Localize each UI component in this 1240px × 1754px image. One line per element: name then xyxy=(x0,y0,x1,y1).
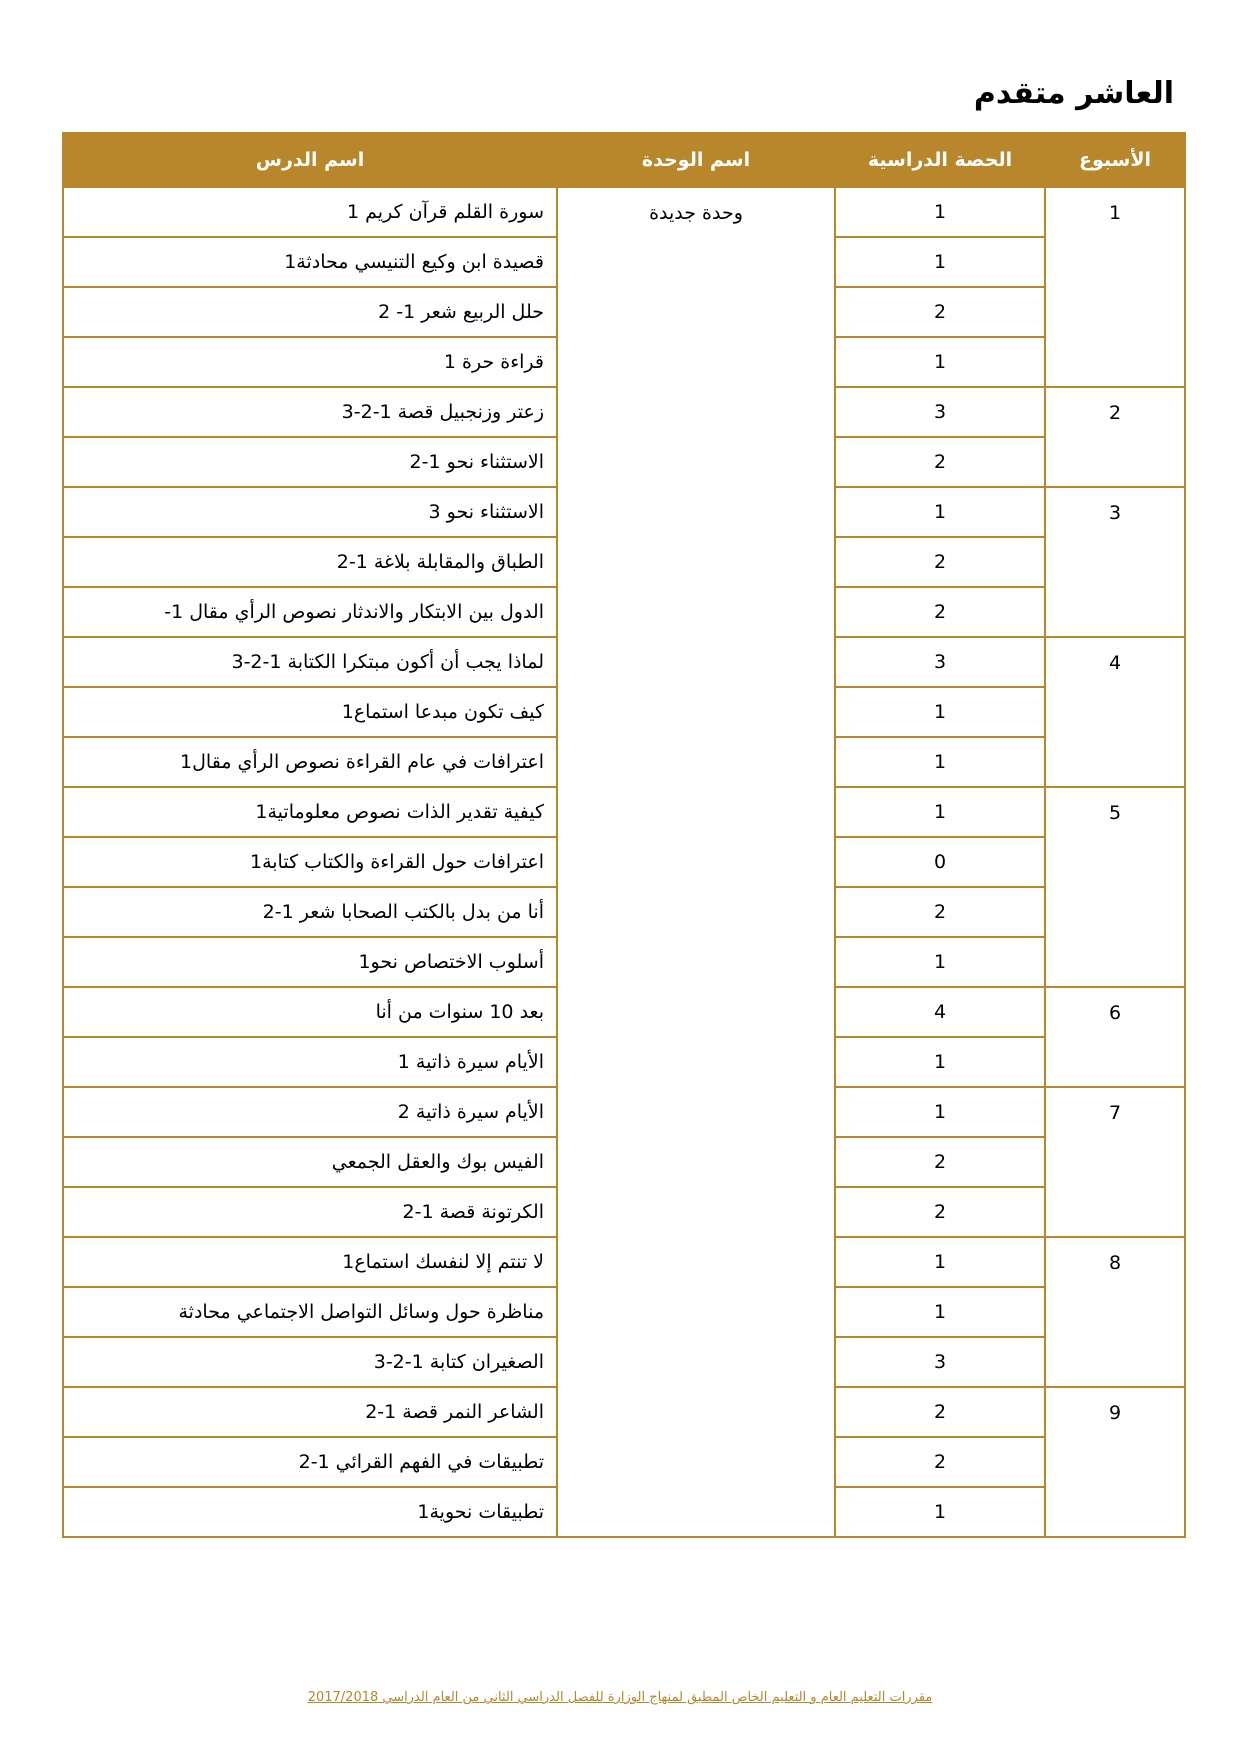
page-title: العاشر متقدم xyxy=(973,76,1174,111)
lesson-name: اعترافات في عام القراءة نصوص الرأي مقال1 xyxy=(63,737,557,787)
period-count: 2 xyxy=(835,287,1045,337)
week-number: 5 xyxy=(1045,787,1185,987)
table-header-row xyxy=(63,133,1185,187)
period-count: 1 xyxy=(835,187,1045,237)
lesson-name: زعتر وزنجبيل قصة 1-2-3 xyxy=(63,387,557,437)
week-number: 3 xyxy=(1045,487,1185,637)
lesson-name: الفيس بوك والعقل الجمعي xyxy=(63,1137,557,1187)
lesson-name: الأيام سيرة ذاتية 1 xyxy=(63,1037,557,1087)
period-count: 2 xyxy=(835,587,1045,637)
period-count: 2 xyxy=(835,537,1045,587)
lesson-name: لا تنتم إلا لنفسك استماع1 xyxy=(63,1237,557,1287)
period-count: 3 xyxy=(835,387,1045,437)
period-count: 2 xyxy=(835,1437,1045,1487)
lesson-name: الصغيران كتابة 1-2-3 xyxy=(63,1337,557,1387)
week-number: 9 xyxy=(1045,1387,1185,1537)
lesson-name: كيف تكون مبدعا استماع1 xyxy=(63,687,557,737)
lesson-name: الشاعر النمر قصة 1-2 xyxy=(63,1387,557,1437)
lesson-name: قصيدة ابن وكيع التنيسي محادثة1 xyxy=(63,237,557,287)
lesson-name: الطباق والمقابلة بلاغة 1-2 xyxy=(63,537,557,587)
period-count: 1 xyxy=(835,937,1045,987)
week-number: 4 xyxy=(1045,637,1185,787)
lesson-name: الاستثناء نحو 3 xyxy=(63,487,557,537)
period-count: 1 xyxy=(835,787,1045,837)
period-count: 4 xyxy=(835,987,1045,1037)
period-count: 2 xyxy=(835,1187,1045,1237)
lesson-name: سورة القلم قرآن كريم 1 xyxy=(63,187,557,237)
period-count: 2 xyxy=(835,887,1045,937)
lesson-name: كيفية تقدير الذات نصوص معلوماتية1 xyxy=(63,787,557,837)
period-count: 3 xyxy=(835,1337,1045,1387)
lesson-name: الكرتونة قصة 1-2 xyxy=(63,1187,557,1237)
period-count: 0 xyxy=(835,837,1045,887)
week-number: 7 xyxy=(1045,1087,1185,1237)
period-count: 1 xyxy=(835,1287,1045,1337)
lesson-name: تطبيقات نحوية1 xyxy=(63,1487,557,1537)
period-count: 1 xyxy=(835,487,1045,537)
header-unit: اسم الوحدة xyxy=(557,133,835,187)
lesson-name: الدول بين الابتكار والاندثار نصوص الرأي مقال 1- xyxy=(63,587,557,637)
lesson-name: تطبيقات في الفهم القرائي 1-2 xyxy=(63,1437,557,1487)
lesson-schedule-table xyxy=(62,132,1186,1538)
week-number: 6 xyxy=(1045,987,1185,1087)
lesson-name: الاستثناء نحو 1-2 xyxy=(63,437,557,487)
footer-note: مقررات التعليم العام و التعليم الخاص المطبق لمنهاج الوزارة للفصل الدراسي الثاني من العام الدراسي 2017/2018 xyxy=(307,1690,933,1705)
header-week: الأسبوع xyxy=(1045,133,1185,187)
table-body xyxy=(63,187,1185,1537)
period-count: 1 xyxy=(835,1037,1045,1087)
lesson-name: لماذا يجب أن أكون مبتكرا الكتابة 1-2-3 xyxy=(63,637,557,687)
period-count: 2 xyxy=(835,437,1045,487)
table-row xyxy=(63,187,1185,237)
period-count: 1 xyxy=(835,1087,1045,1137)
lesson-name: قراءة حرة 1 xyxy=(63,337,557,387)
period-count: 1 xyxy=(835,237,1045,287)
week-number: 1 xyxy=(1045,187,1185,387)
header-period: الحصة الدراسية xyxy=(835,133,1045,187)
header-lesson: اسم الدرس xyxy=(63,133,557,187)
period-count: 1 xyxy=(835,687,1045,737)
lesson-name: أسلوب الاختصاص نحو1 xyxy=(63,937,557,987)
lesson-name: مناظرة حول وسائل التواصل الاجتماعي محادثة xyxy=(63,1287,557,1337)
week-number: 2 xyxy=(1045,387,1185,487)
lesson-name: اعترافات حول القراءة والكتاب كتابة1 xyxy=(63,837,557,887)
period-count: 2 xyxy=(835,1387,1045,1437)
period-count: 3 xyxy=(835,637,1045,687)
period-count: 1 xyxy=(835,1237,1045,1287)
period-count: 1 xyxy=(835,737,1045,787)
lesson-name: حلل الربيع شعر 1- 2 xyxy=(63,287,557,337)
lesson-name: بعد 10 سنوات من أنا xyxy=(63,987,557,1037)
unit-name: وحدة جديدة xyxy=(557,187,835,1537)
period-count: 2 xyxy=(835,1137,1045,1187)
period-count: 1 xyxy=(835,1487,1045,1537)
week-number: 8 xyxy=(1045,1237,1185,1387)
lesson-name: أنا من بدل بالكتب الصحابا شعر 1-2 xyxy=(63,887,557,937)
lesson-name: الأيام سيرة ذاتية 2 xyxy=(63,1087,557,1137)
period-count: 1 xyxy=(835,337,1045,387)
